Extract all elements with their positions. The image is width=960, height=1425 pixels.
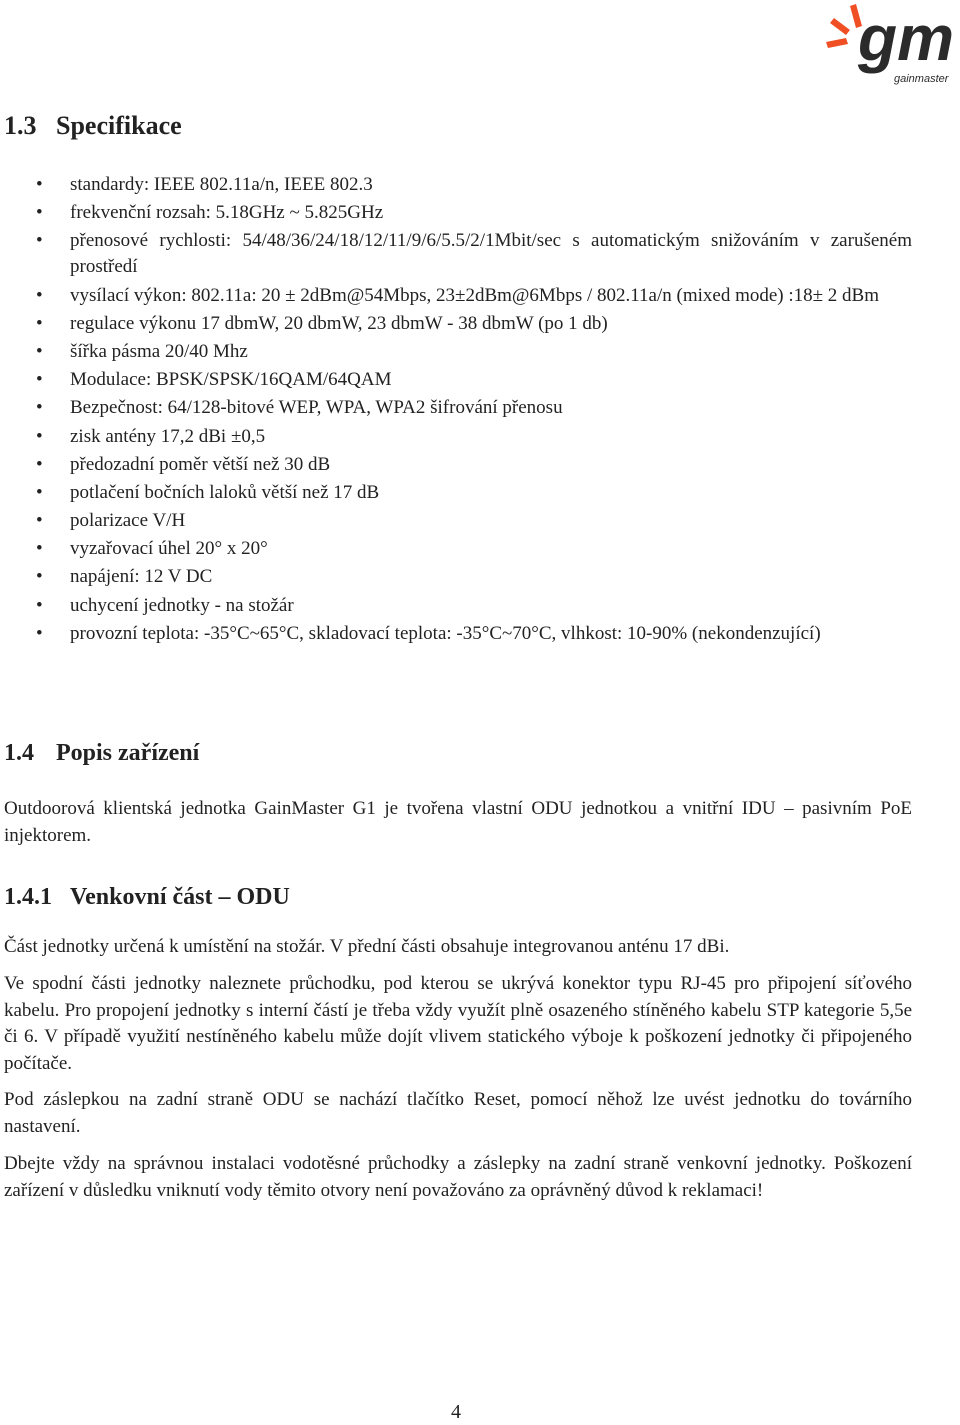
spec-item: • předozadní poměr větší než 30 dB <box>0 452 912 478</box>
logo-rays <box>826 4 862 48</box>
section-number: 1.3 <box>4 111 37 140</box>
gainmaster-logo <box>824 2 956 88</box>
section-title: Popis zařízení <box>56 740 200 766</box>
spec-item: • uchycení jednotky - na stožár <box>0 593 912 619</box>
paragraph-odu-3: Pod záslepkou na zadní straně ODU se nachází tlačítko Reset, pomocí něhož lze uvést jednotku do továrního nastavení. <box>4 1089 912 1137</box>
spec-item: • frekvenční rozsah: 5.18GHz ~ 5.825GHz <box>0 200 912 226</box>
paragraph-odu-2: Ve spodní části jednotky naleznete průchodku, pod kterou se ukrývá konektor typu RJ-45 pro připojení síťového kabelu. Pro propojení jednotky s interní částí je třeba vždy využít plně osazeného stíněného kabelu STP kategorie 5,5e či 6. V případě využití nestíněného kabelu může dojít vlivem statického výboje k poškození jednotky či připojeného počítače. <box>4 973 912 1074</box>
spec-item: • zisk antény 17,2 dBi ±0,5 <box>0 424 912 450</box>
section-heading-odu <box>4 882 290 912</box>
spec-item: • potlačení bočních laloků větší než 17 dB <box>0 480 912 506</box>
spec-list <box>0 172 912 649</box>
section-heading-popis <box>4 738 199 768</box>
paragraph-odu-4: Dbejte vždy na správnou instalaci vodotěsné průchodky a záslepky na zadní straně venkovní jednotky. Poškození zařízení v důsledku vniknutí vody těmito otvory není považováno za oprávněný důvod k reklamaci! <box>4 1153 912 1201</box>
section-heading-spec <box>4 110 182 142</box>
spec-item: • napájení: 12 V DC <box>0 564 912 590</box>
spec-item: • polarizace V/H <box>0 508 912 534</box>
spec-item: • provozní teplota: -35°C~65°C, skladovací teplota: -35°C~70°C, vlhkost: 10-90% (nekondenzující) <box>0 621 912 647</box>
section-title: Specifikace <box>56 111 182 140</box>
spec-item: • Bezpečnost: 64/128-bitové WEP, WPA, WPA2 šifrování přenosu <box>0 395 912 421</box>
section-number: 1.4 <box>4 740 34 766</box>
paragraph-odu-1: Část jednotky určená k umístění na stožár. V přední části obsahuje integrovanou anténu 17 dBi. <box>4 936 730 957</box>
spec-item: • regulace výkonu 17 dbmW, 20 dbmW, 23 dbmW - 38 dbmW (po 1 db) <box>0 311 912 337</box>
paragraph-popis-intro: Outdoorová klientská jednotka GainMaster G1 je tvořena vlastní ODU jednotkou a vnitřní IDU – pasivním PoE injektorem. <box>4 798 912 846</box>
spec-item: • vyzařovací úhel 20° x 20° <box>0 536 912 562</box>
spec-item: • vysílací výkon: 802.11a: 20 ± 2dBm@54Mbps, 23±2dBm@6Mbps / 802.11a/n (mixed mode) :18± 2 dBm <box>0 283 912 309</box>
spec-item: • standardy: IEEE 802.11a/n, IEEE 802.3 <box>0 172 912 198</box>
page-number: 4 <box>451 1401 461 1423</box>
spec-item: • šířka pásma 20/40 Mhz <box>0 339 912 365</box>
logo-wordmark: gm <box>858 2 954 74</box>
spec-item: • Modulace: BPSK/SPSK/16QAM/64QAM <box>0 367 912 393</box>
logo-subtext: gainmaster <box>894 73 949 85</box>
section-number: 1.4.1 <box>4 884 52 910</box>
spec-item: • přenosové rychlosti: 54/48/36/24/18/12/11/9/6/5.5/2/1Mbit/sec s automatickým snižováním v zarušeném prostředí <box>0 228 912 280</box>
section-title: Venkovní část – ODU <box>70 884 290 910</box>
